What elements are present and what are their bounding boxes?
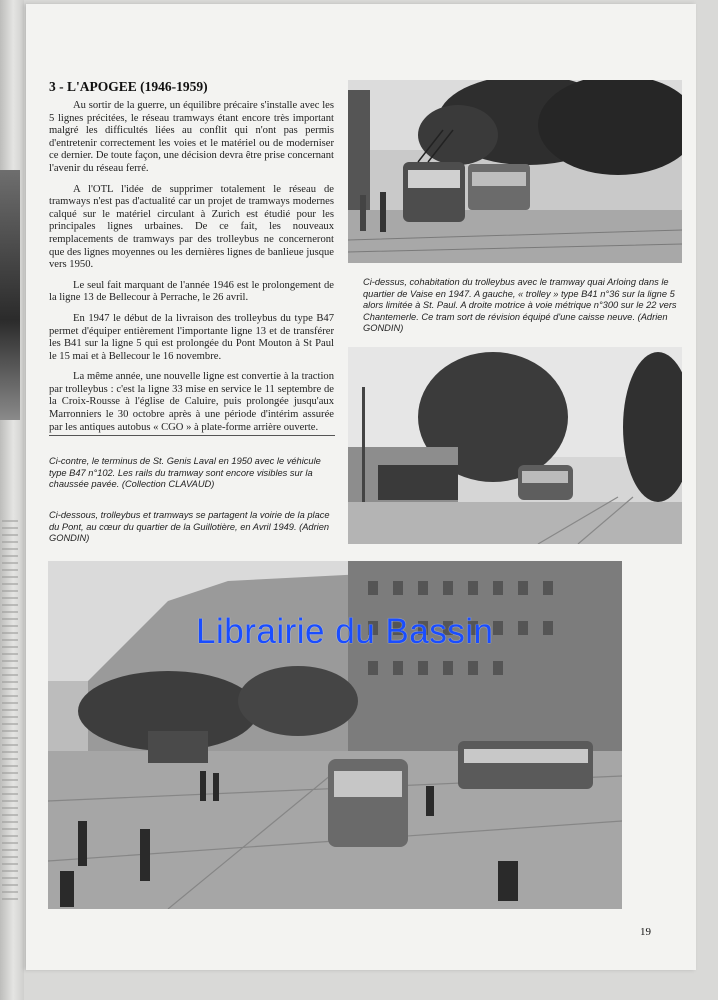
photo-st-genis-laval	[348, 347, 682, 544]
paragraph: Le seul fait marquant de l'année 1946 est le prolongement de la ligne 13 de Bellecour à Perrache, le 26 avril.	[49, 279, 334, 304]
watermark-librairie-du-bassin: Librairie du Bassin	[196, 612, 494, 651]
previous-page-photo-fragment	[0, 170, 20, 420]
page-number: 19	[640, 926, 651, 938]
divider-rule	[49, 435, 335, 436]
previous-page-text-fragment	[2, 520, 18, 900]
previous-page-edge	[0, 0, 24, 1000]
photo-quai-arloing	[348, 80, 682, 263]
paragraph: La même année, une nouvelle ligne est convertie à la traction par trolleybus : c'est la ligne 33 mise en service le 11 septembre de la Croix-Rousse à l'église de Caluire, puis prolongée jusqu'aux Marronniers le 30 octobre après à une période d'intérim assurée par les antiques autobus « CGO » à plate-forme arrière ouverte.	[49, 371, 334, 433]
photo-st-genis-laval-image	[348, 347, 682, 544]
photo-quai-arloing-image	[348, 80, 682, 263]
caption-st-genis-laval: Ci-contre, le terminus de St. Genis Laval en 1950 avec le véhicule type B47 n°102. Les rails du tramway sont encore visibles sur la chaussée pavée. (Collection CLAVAUD)	[49, 456, 321, 489]
paragraph: En 1947 le début de la livraison des trolleybus du type B47 permet d'équiper entièrement l'importante ligne 13 et de transférer les B41 sur la ligne 5 qui est prolongée du Pont Mouton à St Paul le 15 mai et à Bellecour le 16 novembre.	[49, 312, 334, 362]
caption-quai-arloing: Ci-dessus, cohabitation du trolleybus avec le tramway quai Arloing dans le quartier de Vaise en 1947. A gauche, « trolley » type B41 n°36 sur la ligne 5 alors limitée à St. Paul. A droite motrice à voie métrique n°300 sur le 22 vers Chantemerle. Ce tram sort de révision équipé d'une caisse neuve. (Adrien GONDIN)	[363, 277, 677, 333]
caption-place-du-pont: Ci-dessous, trolleybus et tramways se partagent la voirie de la place du Pont, au cœur du quartier de la Guillotière, en Avril 1949. (Adrien GONDIN)	[49, 510, 330, 543]
article-body	[49, 100, 334, 442]
paragraph: A l'OTL l'idée de supprimer totalement le réseau de tramways n'est pas d'actualité car un projet de tramways modernes calqué sur le matériel circulant à Zurich est étudié pour les principales lignes urbaines. De ce fait, les nouveaux remplacements de tramways par des trolleybus ne concerneront que des lignes moyennes ou les dernières lignes de banlieue jusque vers 1950.	[49, 183, 334, 271]
section-heading: 3 - L'APOGEE (1946-1959)	[49, 79, 208, 94]
paragraph: Au sortir de la guerre, un équilibre précaire s'installe avec les 5 lignes précitées, le réseau tramways étant encore très important malgré les difficultés liées au conflit qui n'ont pas permis d'entretenir correctement les voies et le matériel ou de moderniser ce dernier. De toute façon, une décision devra être prise concernant l'avenir du réseau ferré.	[49, 100, 334, 174]
